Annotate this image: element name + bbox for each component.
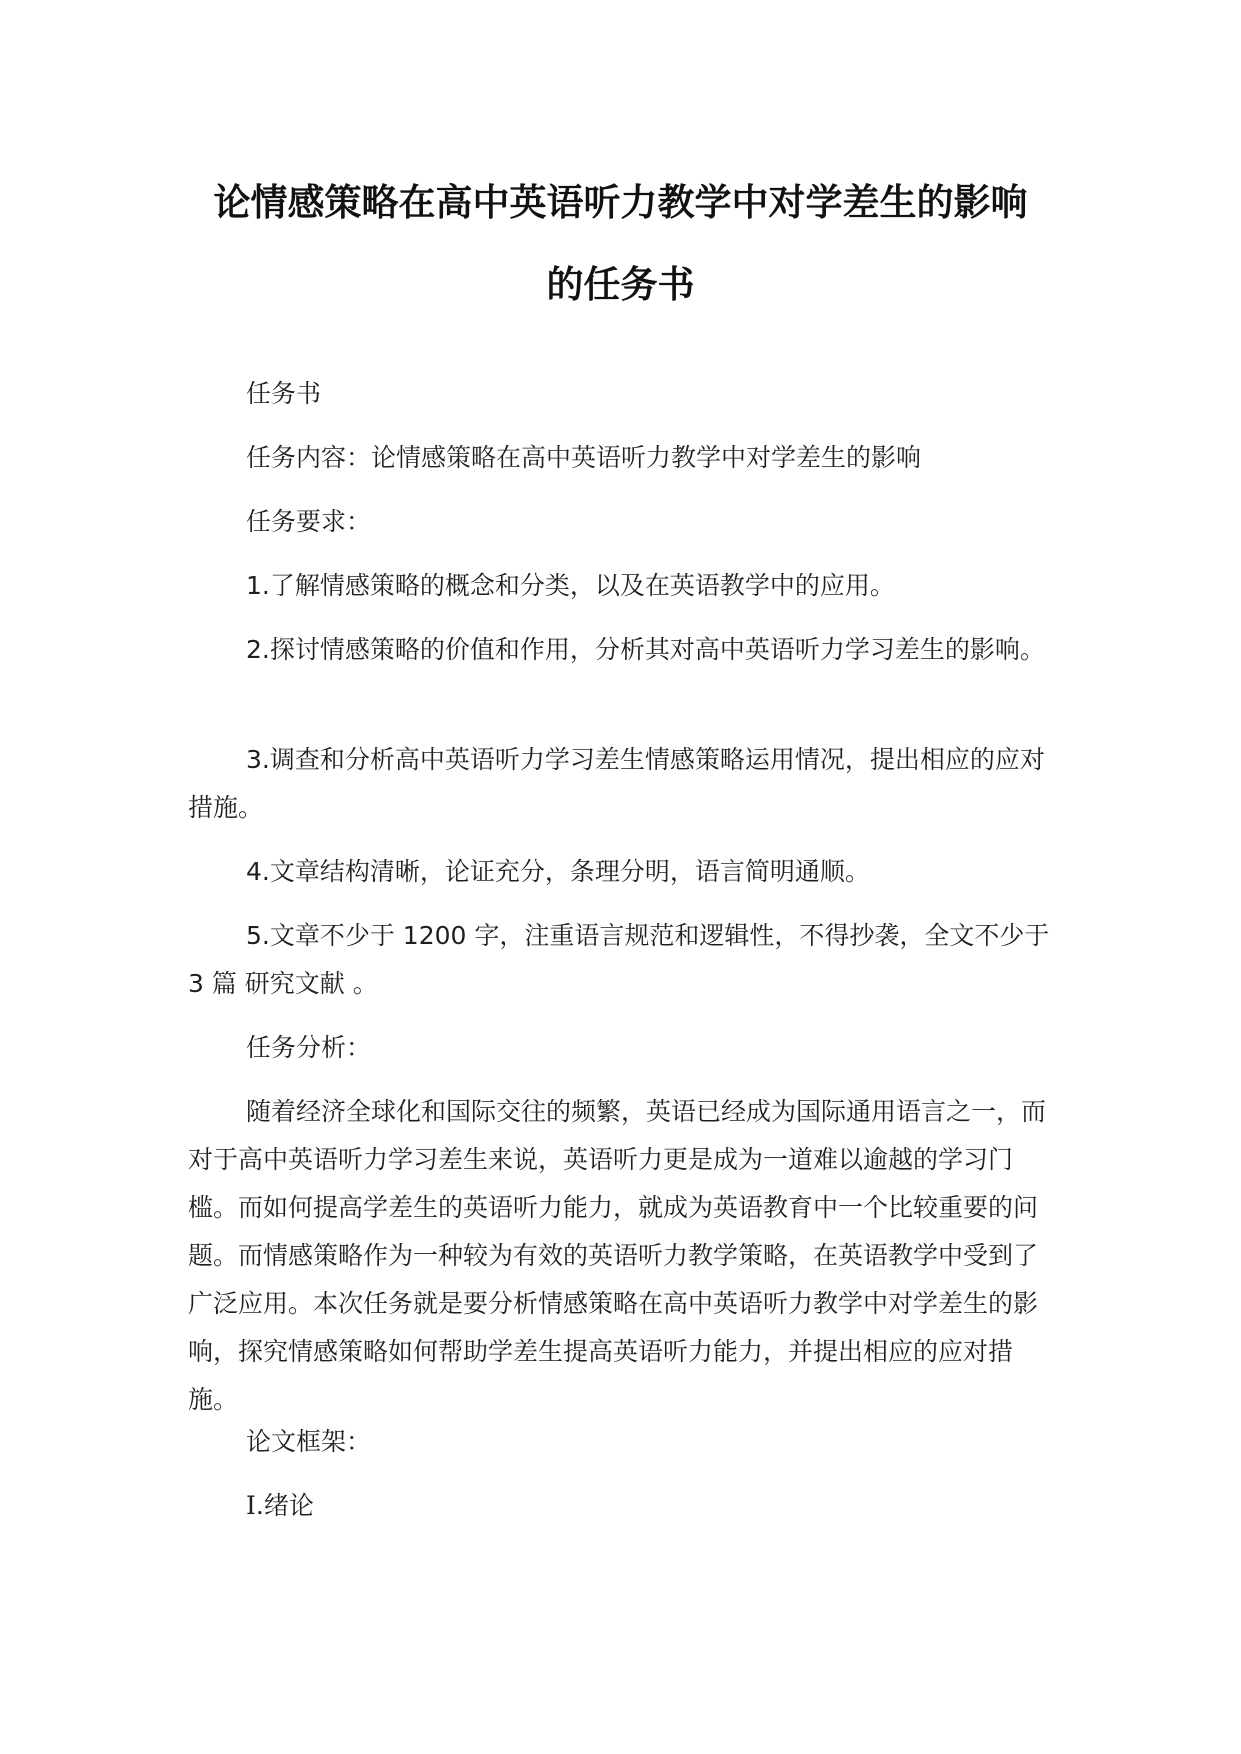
task-analysis-label: 任务分析： [246,1033,372,1062]
requirement-2: 2.探讨情感策略的价值和作用，分析其对高中英语听力学习差生的影响。 [246,635,1045,664]
requirement-5: 5.文章不少于 1200 字，注重语言规范和逻辑性，不得抄袭，全文不少于 3 篇 研究文献 。 [188,921,1050,998]
task-content: 任务内容：论情感策略在高中英语听力教学中对学差生的影响 [246,443,922,472]
requirement-3: 3.调查和分析高中英语听力学习差生情感策略运用情况，提出相应的应对措施。 [188,745,1045,822]
section-introduction: I.绪论 [246,1491,314,1520]
task-analysis-body: 随着经济全球化和国际交往的频繁，英语已经成为国际通用语言之一，而对于高中英语听力学习差生来说，英语听力更是成为一道难以逾越的学习门槛。而如何提高学差生的英语听力能力，就成为英语教育中一个比较重要的问题。而情感策略作为一种较为有效的英语听力教学策略，在英语教学中受到了广泛应用。本次任务就是要分析情感策略在高中英语听力教学中对学差生的影响，探究情感策略如何帮助学差生提高英语听力能力，并提出相应的应对措施。 [188,1097,1047,1414]
requirement-4: 4.文章结构清晰，论证充分，条理分明，语言简明通顺。 [246,857,870,886]
heading-task-book: 任务书 [246,379,322,408]
document-title-line-1: 论情感策略在高中英语听力教学中对学差生的影响 [213,181,1028,224]
requirement-1: 1.了解情感策略的概念和分类，以及在英语教学中的应用。 [246,571,895,600]
task-requirements-label: 任务要求： [246,507,372,536]
thesis-framework-label: 论文框架： [246,1427,372,1456]
document-title-line-2: 的任务书 [546,263,695,306]
